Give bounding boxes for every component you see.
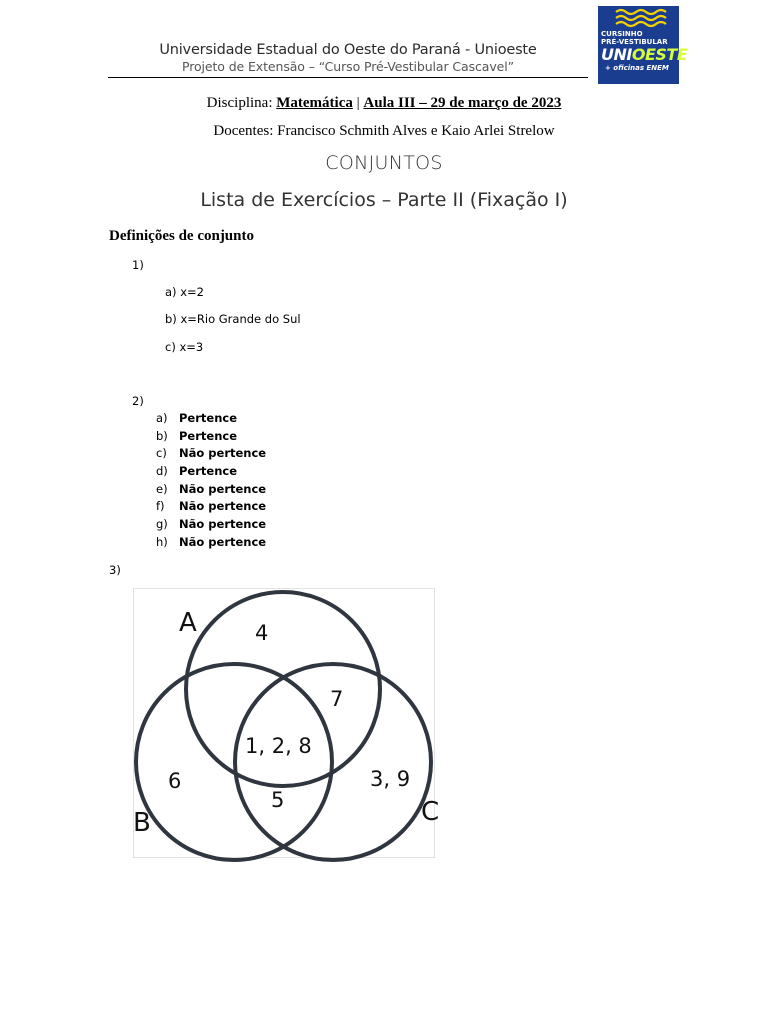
q1-item-label: a): [165, 285, 177, 299]
q1-item-c: [165, 340, 203, 354]
question-2-number: 2): [132, 394, 144, 408]
q1-item-answer: x=2: [180, 285, 204, 299]
discipline-prefix: Disciplina:: [206, 95, 277, 111]
logo-brand: [601, 46, 687, 63]
q2-item-answer: Não pertence: [179, 499, 267, 514]
document-header: [0, 42, 696, 74]
discipline-name: Matemática: [276, 95, 353, 111]
university-name: Universidade Estadual do Oeste do Paraná - Unioeste: [159, 42, 537, 58]
venn-diagram: [133, 588, 440, 858]
logo-line-1: CURSINHO: [601, 30, 643, 38]
q2-item-label: b): [156, 428, 168, 443]
set-b-label: B: [133, 808, 151, 838]
logo-subtitle: + oficinas ENEM: [605, 64, 669, 72]
question-1-number: 1): [132, 258, 144, 272]
q2-item-label: d): [156, 464, 168, 479]
set-a-label: A: [179, 608, 197, 638]
q2-item-label: a): [156, 411, 168, 425]
region-a-b-c: 1, 2, 8: [245, 734, 312, 758]
question-3-number: 3): [109, 563, 121, 577]
lesson-info: Aula III – 29 de março de 2023: [363, 95, 562, 111]
q1-item-answer: x=3: [179, 340, 204, 354]
region-c-only: 3, 9: [370, 767, 411, 791]
q2-item-answer: Pertence: [179, 411, 237, 425]
page-subtitle: Lista de Exercícios – Parte II (Fixação I): [200, 189, 568, 211]
q1-item-a: [165, 285, 204, 299]
q2-item-label: g): [156, 517, 168, 532]
section-heading: Definições de conjunto: [109, 228, 254, 244]
teachers-line: Docentes: Francisco Schmith Alves e Kaio Arlei Strelow: [213, 123, 555, 139]
q2-item-answer: Não pertence: [179, 446, 267, 461]
project-name: Projeto de Extensão – “Curso Pré-Vestibular Cascavel”: [182, 59, 514, 74]
q1-item-label: c): [165, 340, 176, 354]
q1-item-answer: x=Rio Grande do Sul: [180, 312, 301, 326]
q2-item-label: h): [156, 534, 168, 549]
discipline-line: [0, 95, 768, 112]
q2-item-answer: Pertence: [179, 428, 237, 443]
page-title: CONJUNTOS: [325, 152, 443, 174]
logo-line-2: PRÉ-VESTIBULAR: [601, 38, 668, 46]
q2-item-answer: Não pertence: [179, 517, 267, 532]
q2-item-label: f): [156, 499, 165, 514]
logo-brand-b: OESTE: [631, 45, 688, 64]
region-a-only: 4: [255, 621, 269, 645]
q1-item-label: b): [165, 312, 177, 326]
q2-item-answer: Pertence: [179, 464, 237, 479]
q1-item-b: [165, 312, 301, 326]
q2-item-answer: Não pertence: [179, 534, 267, 549]
q2-item-answer: Não pertence: [179, 481, 267, 496]
logo-brand-a: UNI: [601, 45, 632, 64]
q2-item-label: c): [156, 446, 167, 461]
discipline-separator: |: [352, 95, 364, 111]
header-divider: [108, 77, 588, 78]
set-c-label: C: [421, 797, 440, 827]
region-a-and-c: 7: [330, 687, 344, 711]
region-b-only: 6: [168, 769, 182, 793]
cursinho-logo: [598, 6, 688, 84]
q2-item-label: e): [156, 481, 168, 496]
region-b-and-c: 5: [271, 788, 285, 812]
